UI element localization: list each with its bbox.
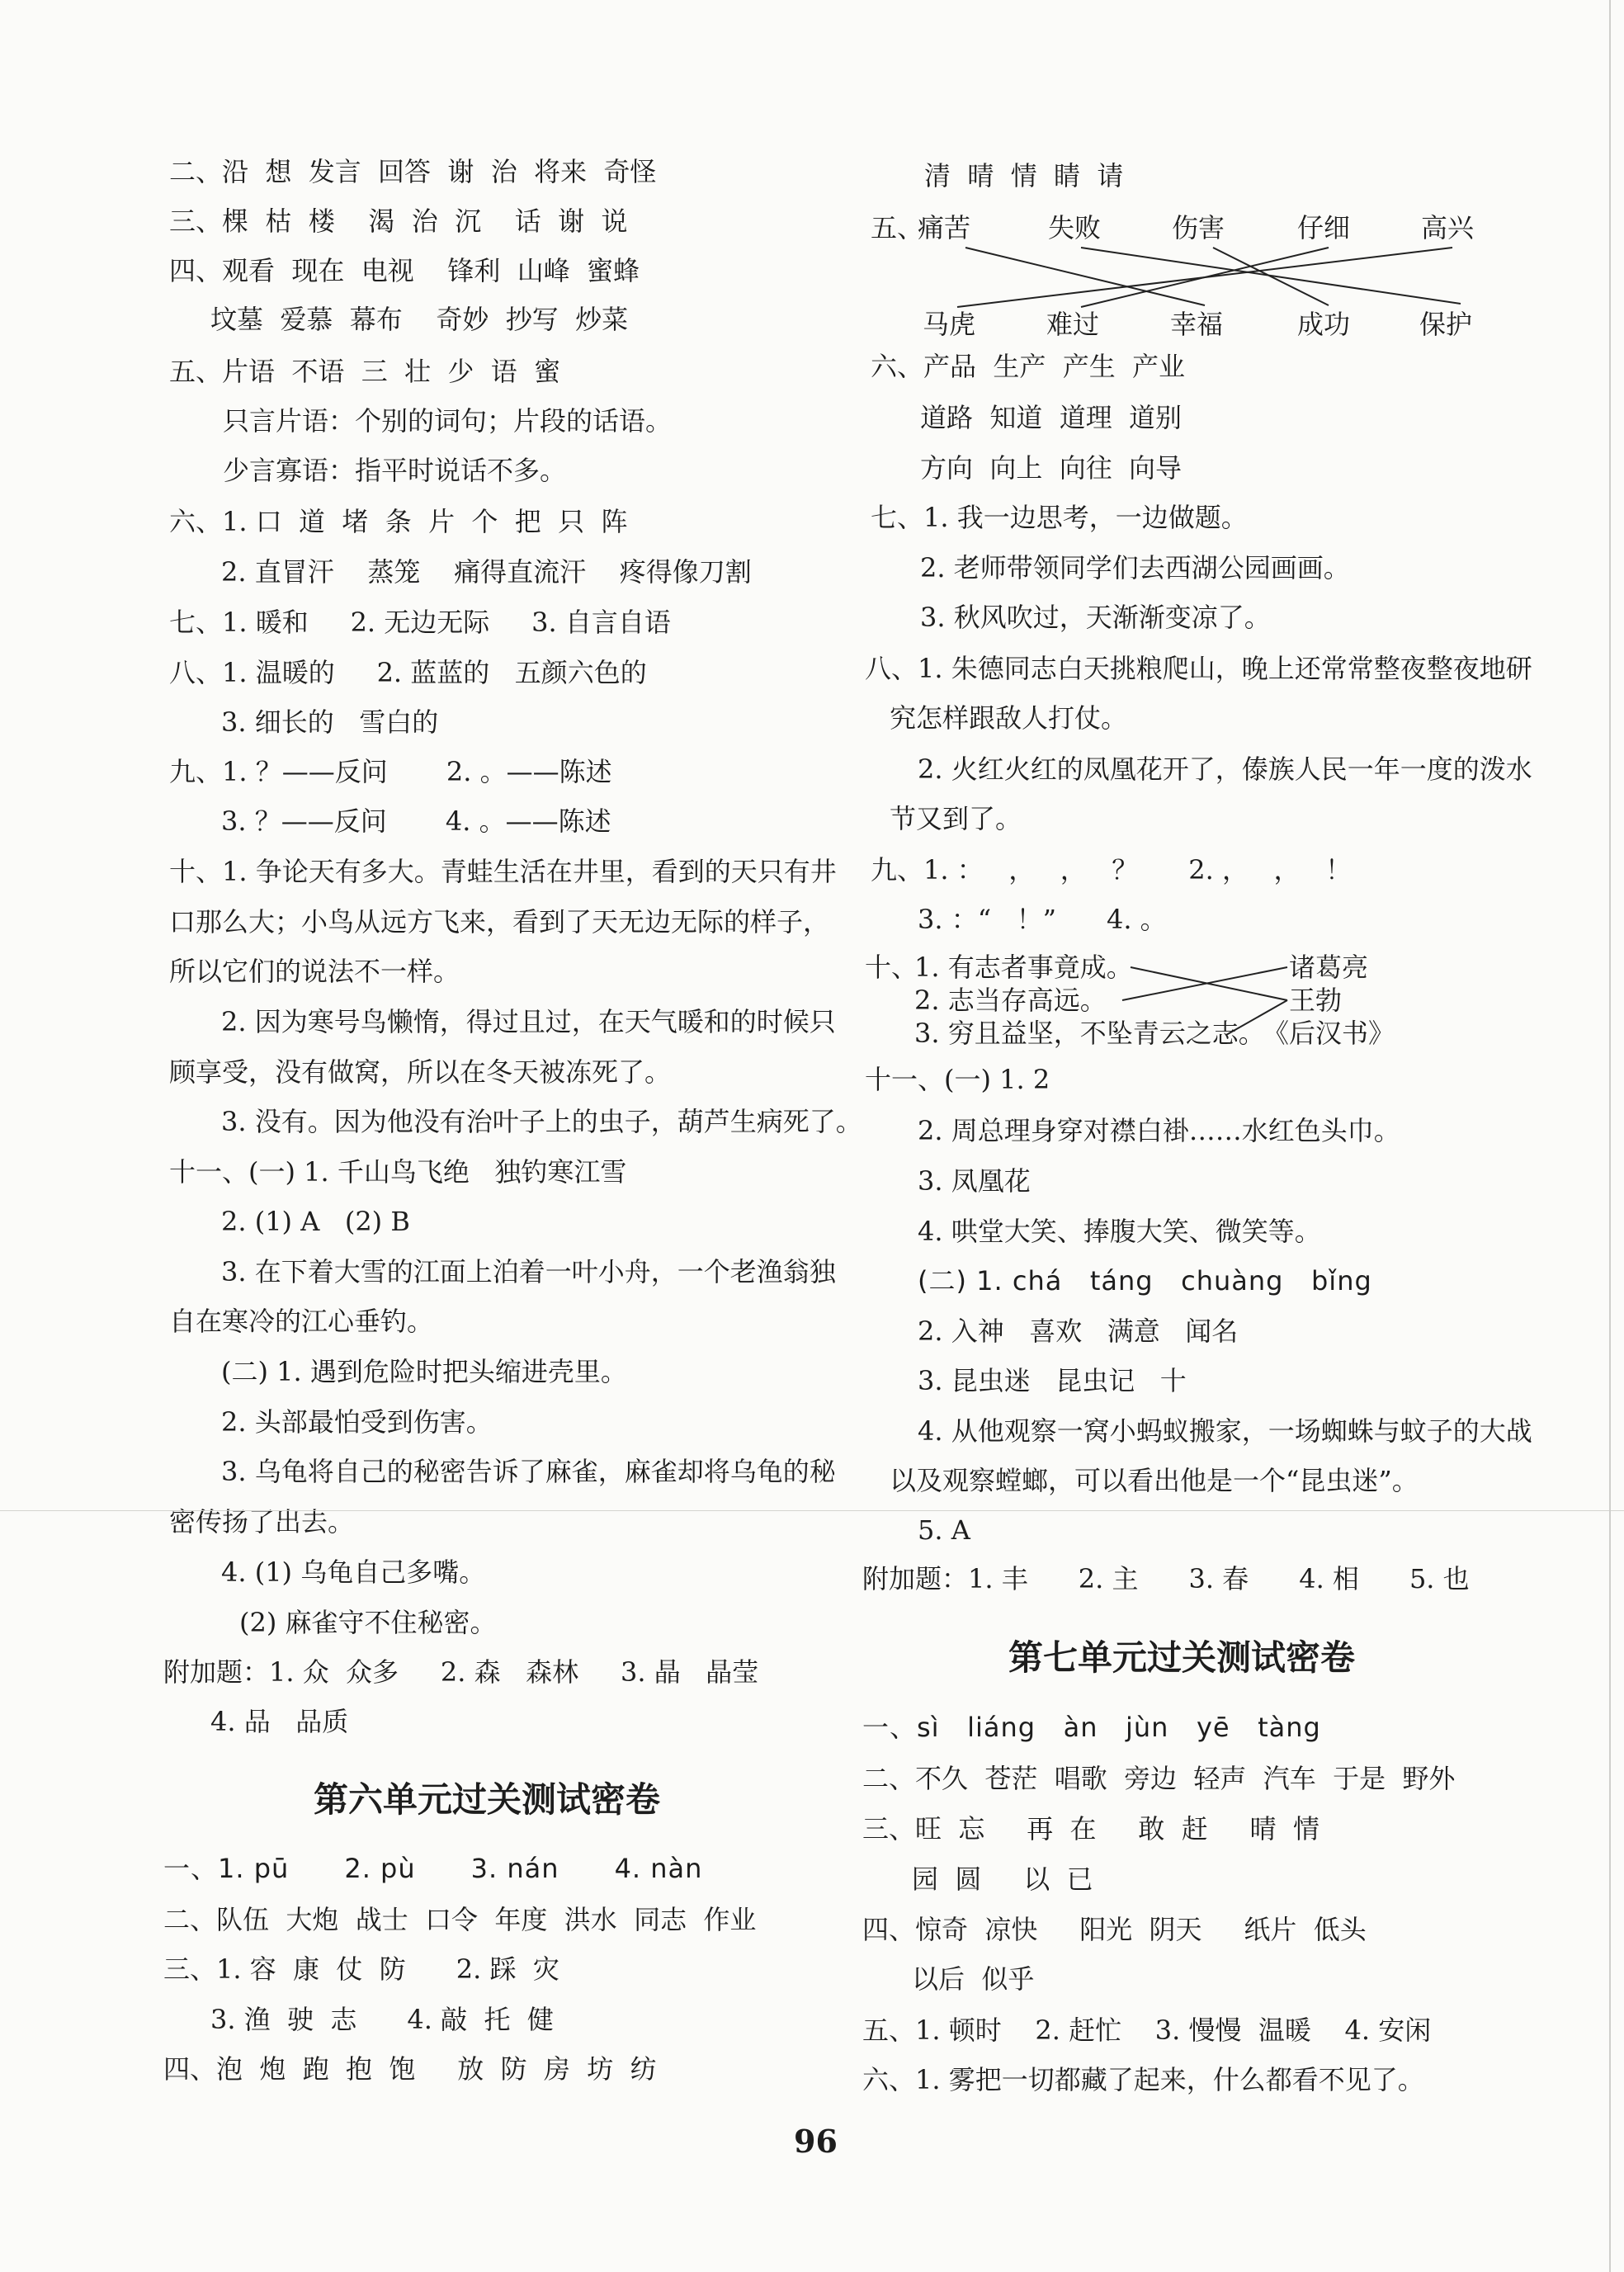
- answer-line: 2. 头部最怕受到伤害。: [221, 1406, 493, 1438]
- answer-line: 4. (1) 乌龟自己多嘴。: [221, 1556, 486, 1588]
- match-author-right: 王勃: [1289, 985, 1343, 1016]
- match-word-top: 失败: [1048, 212, 1102, 243]
- answer-line: 以及观察螳螂，可以看出他是一个“昆虫迷”。: [890, 1465, 1419, 1496]
- match-line: [957, 248, 1452, 307]
- question-label: 十、: [865, 952, 918, 983]
- question-label: 五、: [871, 212, 924, 243]
- answer-line: 3. 凤凰花: [918, 1165, 1031, 1197]
- answer-line: 3. 昆虫迷 昆虫记 十: [918, 1365, 1187, 1396]
- answer-line: 五、1. 顿时 2. 赶忙 3. 慢慢 温暖 4. 安闲: [862, 2015, 1432, 2046]
- answer-line: 附加题：1. 众 众多 2. 森 森林 3. 晶 晶莹: [163, 1656, 759, 1688]
- answer-line: 二、队伍 大炮 战士 口令 年度 洪水 同志 作业: [163, 1904, 757, 1935]
- answer-line: 四、泡 炮 跑 抱 饱 放 防 房 坊 纺: [163, 2053, 657, 2085]
- answer-line: 四、观看 现在 电视 锋利 山峰 蜜蜂: [169, 255, 640, 286]
- answer-line: 口那么大；小鸟从远方飞来，看到了天无边无际的样子，: [169, 906, 830, 938]
- match-word-bottom: 马虎: [923, 309, 976, 340]
- answer-line: 十、1. 争论天有多大。青蛙生活在井里，看到的天只有井: [169, 856, 837, 887]
- match-line: [1213, 248, 1329, 305]
- answer-line: 九、1. ： ， ， ？ 2. ， ， ！: [871, 854, 1353, 886]
- answer-line: 顾享受，没有做窝，所以在冬天被冻死了。: [169, 1056, 672, 1088]
- answer-line: 园 圆 以 已: [912, 1863, 1093, 1895]
- answer-line: 二、沿 想 发言 回答 谢 治 将来 奇怪: [169, 156, 657, 187]
- answer-line: 九、1. ？——反问 2. 。——陈述: [169, 756, 612, 787]
- answer-line: 附加题：1. 丰 2. 主 3. 春 4. 相 5. 也: [862, 1563, 1470, 1594]
- answer-line: 节又到了。: [890, 803, 1022, 834]
- match-word-top: 仔细: [1297, 212, 1351, 243]
- answer-line: 2. 入神 喜欢 满意 闻名: [918, 1315, 1239, 1347]
- answer-line: 二、不久 苍茫 唱歌 旁边 轻声 汽车 于是 野外: [862, 1763, 1456, 1794]
- answer-line: 六、产品 生产 产生 产业: [871, 351, 1186, 382]
- answer-line: 一、sì liáng àn jùn yē tàng: [862, 1712, 1321, 1743]
- answer-line: 3. ：“ ！” 4. 。: [918, 904, 1167, 935]
- answer-line: 3. ？——反问 4. 。——陈述: [221, 805, 611, 837]
- answer-line: 一、1. pū 2. pù 3. nán 4. nàn: [163, 1853, 703, 1884]
- answer-line: 5. A: [918, 1514, 970, 1546]
- answer-line: 2. 因为寒号鸟懒惰，得过且过，在天气暖和的时候只: [221, 1006, 836, 1037]
- match-line: [965, 248, 1205, 305]
- answer-line: 坟墓 爱慕 幕布 奇妙 抄写 炒菜: [210, 304, 629, 335]
- answer-line: 3. 乌龟将自己的秘密告诉了麻雀，麻雀却将乌龟的秘: [221, 1456, 836, 1487]
- answer-line: 3. 细长的 雪白的: [221, 706, 439, 738]
- answer-line: 4. 从他观察一窝小蚂蚁搬家，一场蜘蛛与蚊子的大战: [918, 1415, 1532, 1447]
- section-title-unit-7: 第七单元过关测试密卷: [1008, 1637, 1356, 1678]
- page-fold-line: [0, 1510, 1624, 1511]
- answer-line: 究怎样跟敌人打仗。: [890, 702, 1128, 734]
- answer-line: 3. 秋风吹过，天渐渐变凉了。: [920, 602, 1271, 633]
- match-word-bottom: 成功: [1297, 309, 1351, 340]
- answer-line: 三、旺 忘 再 在 敢 赶 晴 情: [862, 1813, 1320, 1845]
- answer-line: 少言寡语：指平时说话不多。: [223, 455, 567, 486]
- answer-line: 十一、(一) 1. 2: [865, 1064, 1050, 1095]
- answer-line: 八、1. 温暖的 2. 蓝蓝的 五颜六色的: [169, 657, 647, 688]
- answer-line: 道路 知道 道理 道别: [920, 402, 1183, 433]
- answer-line: 六、1. 雾把一切都藏了起来，什么都看不见了。: [862, 2064, 1424, 2095]
- answer-line: 所以它们的说法不一样。: [169, 956, 460, 987]
- answer-line: 2. 老师带领同学们去西湖公园画画。: [920, 552, 1350, 583]
- match-word-top: 伤害: [1172, 212, 1225, 243]
- match-author-right: 诸葛亮: [1289, 952, 1369, 983]
- match-phrase-left: 3. 穷且益坚，不坠青云之志。: [914, 1018, 1265, 1049]
- answer-line: 三、1. 容 康 仗 防 2. 踩 灾: [163, 1953, 559, 1985]
- answer-line: 3. 渔 驶 志 4. 敲 托 健: [210, 2004, 554, 2035]
- answer-line: 2. 直冒汗 蒸笼 痛得直流汗 疼得像刀割: [221, 556, 752, 588]
- answer-line: 五、片语 不语 三 壮 少 语 蜜: [169, 356, 561, 387]
- answer-line: 密传扬了出去。: [169, 1506, 355, 1537]
- answer-line: 自在寒冷的江心垂钓。: [169, 1306, 434, 1337]
- match-line: [1226, 1000, 1287, 1035]
- match-word-bottom: 保护: [1419, 309, 1473, 340]
- match-word-top: 高兴: [1421, 212, 1475, 243]
- answer-line: 2. (1) A (2) B: [221, 1206, 410, 1237]
- answer-line: 3. 在下着大雪的江面上泊着一叶小舟，一个老渔翁独: [221, 1256, 836, 1287]
- answer-line: 2. 周总理身穿对襟白褂……水红色头巾。: [918, 1115, 1400, 1146]
- match-phrase-left: 2. 志当存高远。: [914, 985, 1107, 1016]
- answer-line: 六、1. 口 道 堵 条 片 个 把 只 阵: [169, 506, 628, 537]
- answer-line: 七、1. 暖和 2. 无边无际 3. 自言自语: [169, 607, 671, 638]
- match-word-bottom: 难过: [1046, 309, 1100, 340]
- answer-line: 4. 品 品质: [210, 1706, 349, 1737]
- match-phrase-left: 1. 有志者事竟成。: [914, 952, 1133, 983]
- page-edge: [1609, 0, 1611, 2272]
- match-word-bottom: 幸福: [1170, 309, 1224, 340]
- answer-line: 八、1. 朱德同志白天挑粮爬山，晚上还常常整夜整夜地研: [865, 653, 1532, 684]
- answer-line: (二) 1. chá táng chuàng bǐng: [918, 1265, 1372, 1297]
- answer-line: 以后 似乎: [912, 1963, 1035, 1995]
- answer-line: 三、棵 枯 楼 渴 治 沉 话 谢 说: [169, 205, 628, 237]
- answer-line: 十一、(一) 1. 千山鸟飞绝 独钓寒江雪: [169, 1156, 627, 1188]
- answer-line: 只言片语：个别的词句；片段的话语。: [223, 405, 673, 437]
- answer-line: 方向 向上 向往 向导: [920, 452, 1183, 484]
- answer-line: 四、惊奇 凉快 阳光 阴天 纸片 低头: [862, 1914, 1367, 1945]
- answer-line: 七、1. 我一边思考，一边做题。: [871, 502, 1248, 533]
- page-number: 96: [794, 2123, 838, 2160]
- section-title-unit-6: 第六单元过关测试密卷: [314, 1779, 661, 1820]
- answer-line: (2) 麻雀守不住秘密。: [239, 1607, 497, 1638]
- answer-line: 2. 火红火红的凤凰花开了，傣族人民一年一度的泼水: [918, 753, 1532, 785]
- answer-line: (二) 1. 遇到危险时把头缩进壳里。: [221, 1356, 627, 1387]
- match-author-right: 《后汉书》: [1263, 1018, 1395, 1049]
- match-word-top: 痛苦: [918, 212, 971, 243]
- answer-line: 清 晴 情 睛 请: [924, 160, 1124, 191]
- answer-line: 3. 没有。因为他没有治叶子上的虫子，葫芦生病死了。: [221, 1106, 862, 1137]
- answer-line: 4. 哄堂大笑、捧腹大笑、微笑等。: [918, 1216, 1321, 1247]
